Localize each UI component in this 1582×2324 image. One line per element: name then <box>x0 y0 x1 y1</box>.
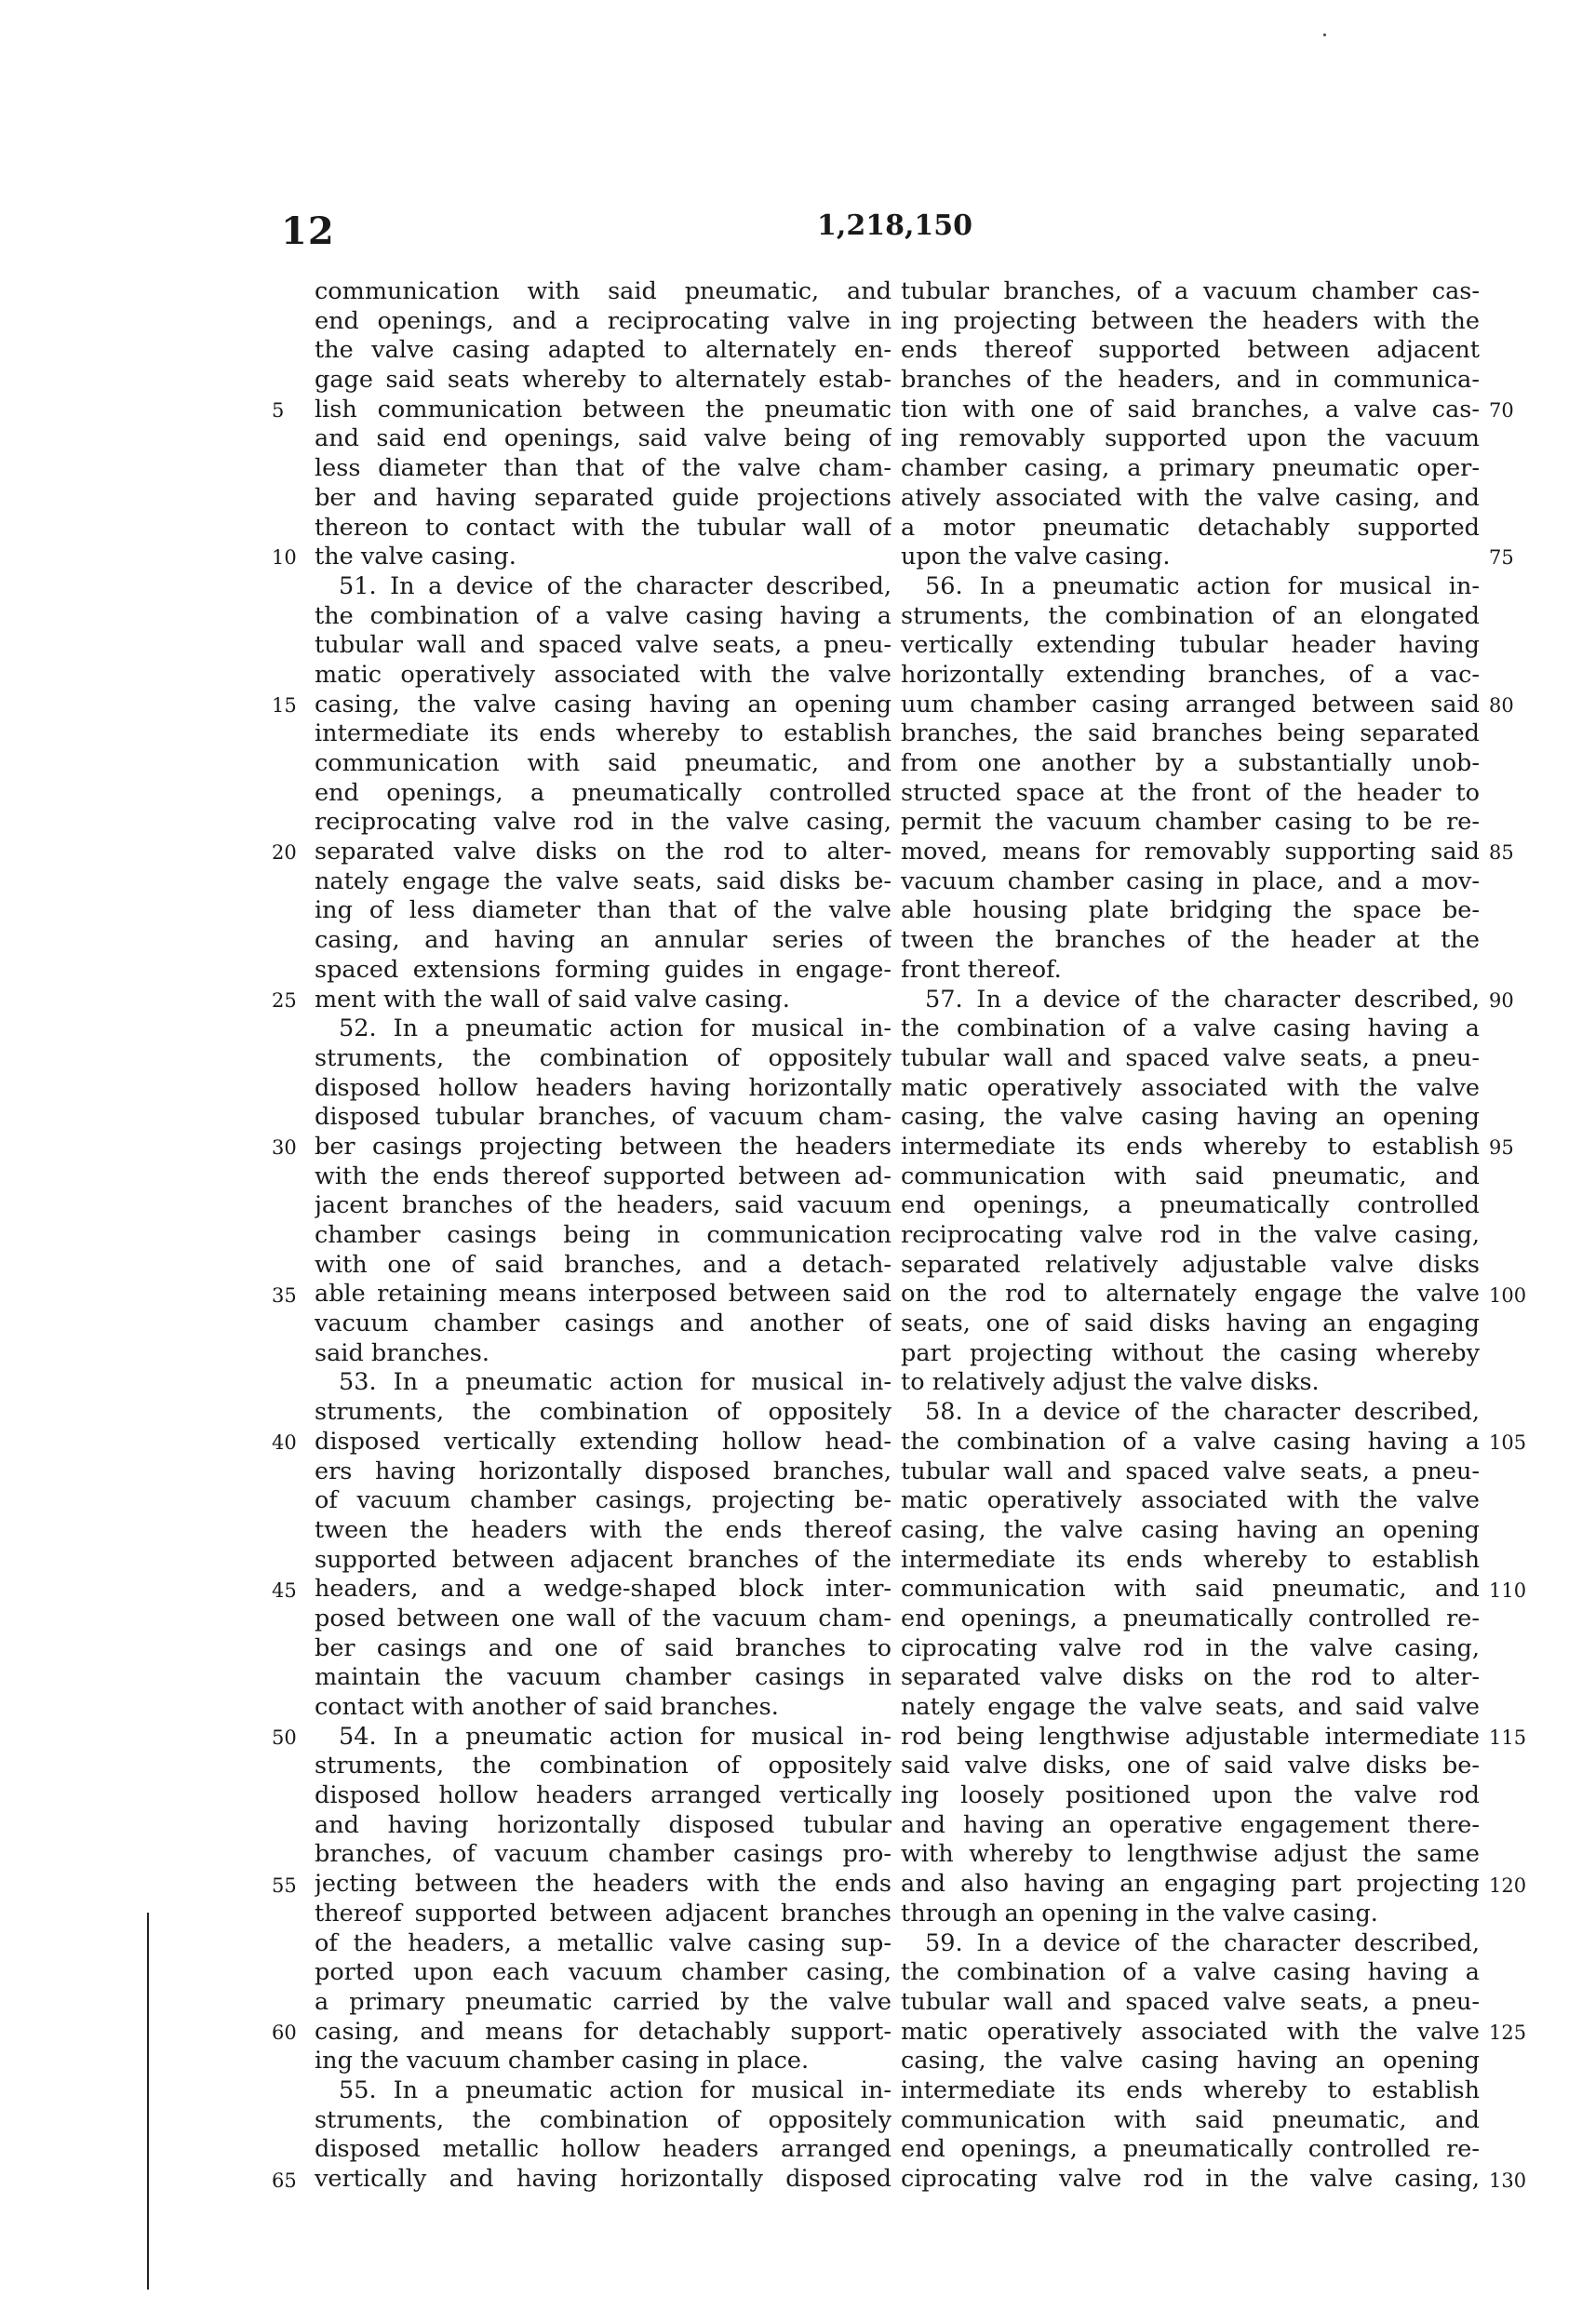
line-number: 90 <box>1489 988 1514 1012</box>
text-line: matic operatively associated with the valve <box>315 660 892 689</box>
text-line: with one of said branches, and a detach- <box>315 1250 892 1279</box>
text-line: branches, the said branches being separated <box>901 719 1480 748</box>
line-number: 95 <box>1489 1136 1514 1160</box>
text-line: said branches. <box>315 1338 490 1367</box>
text-line: vertically extending tubular header having <box>901 631 1480 660</box>
text-line: tubular wall and spaced valve seats, a pneu- <box>901 1043 1480 1072</box>
line-number: 70 <box>1489 398 1514 422</box>
text-line: 53. In a pneumatic action for musical in- <box>339 1368 892 1397</box>
text-line: the valve casing adapted to alternately en- <box>315 336 892 365</box>
line-number: 45 <box>272 1578 297 1602</box>
text-line: intermediate its ends whereby to establish <box>315 719 892 748</box>
text-line: the combination of a valve casing having a <box>315 601 892 630</box>
text-line: of the headers, a metallic valve casing sup- <box>315 1928 892 1957</box>
text-line: casing, the valve casing having an opening <box>901 2047 1480 2075</box>
text-line: struments, the combination of an elongated <box>901 601 1480 630</box>
text-line: ber and having separated guide projections <box>315 483 892 512</box>
text-line: ers having horizontally disposed branches, <box>315 1457 892 1485</box>
text-line: separated valve disks on the rod to alter- <box>901 1663 1480 1692</box>
line-number: 30 <box>272 1136 297 1160</box>
text-line: horizontally extending branches, of a vac- <box>901 660 1480 689</box>
line-number: 110 <box>1489 1578 1527 1602</box>
text-line: struments, the combination of oppositely <box>315 2105 892 2134</box>
text-line: the combination of a valve casing having a <box>901 1427 1480 1456</box>
text-line: ber casings projecting between the headers <box>315 1132 892 1161</box>
text-line: separated valve disks on the rod to alter- <box>315 838 892 866</box>
text-line: maintain the vacuum chamber casings in <box>315 1663 892 1692</box>
text-line: disposed tubular branches, of vacuum cham- <box>315 1103 892 1132</box>
text-line: thereof supported between adjacent branches <box>315 1899 892 1928</box>
text-line: end openings, a pneumatically controlled <box>901 1191 1480 1220</box>
text-line: communication with said pneumatic, and <box>901 1575 1480 1604</box>
text-line: chamber casings being in communication <box>315 1221 892 1249</box>
text-line: separated relatively adjustable valve disks <box>901 1250 1480 1279</box>
line-number: 40 <box>272 1431 297 1455</box>
text-line: and having an operative engagement there- <box>901 1810 1480 1839</box>
text-line: headers, and a wedge-shaped block inter- <box>315 1575 892 1604</box>
line-number: 10 <box>272 546 297 570</box>
line-number: 115 <box>1489 1726 1527 1750</box>
text-line: and said end openings, said valve being of <box>315 424 892 453</box>
text-line: communication with said pneumatic, and <box>901 1162 1480 1190</box>
text-line: 55. In a pneumatic action for musical in- <box>339 2075 892 2104</box>
text-line: end openings, a pneumatically controlled re- <box>901 2135 1480 2164</box>
text-line: disposed hollow headers having horizontally <box>315 1073 892 1102</box>
text-line: struments, the combination of oppositely <box>315 1752 892 1780</box>
line-number: 50 <box>272 1726 297 1750</box>
line-number: 75 <box>1489 546 1514 570</box>
line-number: 35 <box>272 1283 297 1307</box>
text-line: uum chamber casing arranged between said <box>901 690 1480 719</box>
text-line: thereon to contact with the tubular wall of <box>315 513 892 542</box>
text-line: contact with another of said branches. <box>315 1693 779 1721</box>
text-line: communication with said pneumatic, and <box>315 749 892 777</box>
line-number: 15 <box>272 693 297 717</box>
line-number: 105 <box>1489 1431 1527 1455</box>
text-line: posed between one wall of the vacuum cham- <box>315 1604 892 1632</box>
text-line: front thereof. <box>901 955 1062 984</box>
text-line: on the rod to alternately engage the valve <box>901 1280 1480 1309</box>
text-line: able housing plate bridging the space be- <box>901 896 1480 925</box>
text-line: jecting between the headers with the ends <box>315 1870 892 1899</box>
text-line: reciprocating valve rod in the valve casing, <box>901 1221 1480 1249</box>
text-line: a primary pneumatic carried by the valve <box>315 1987 892 2016</box>
scan-speck <box>1323 34 1326 36</box>
text-line: branches, of vacuum chamber casings pro- <box>315 1840 892 1869</box>
text-line: 58. In a device of the character described, <box>925 1398 1480 1427</box>
text-line: and having horizontally disposed tubular <box>315 1810 892 1839</box>
text-line: 59. In a device of the character described, <box>925 1928 1480 1957</box>
text-line: ported upon each vacuum chamber casing, <box>315 1958 892 1987</box>
line-number: 55 <box>272 1874 297 1897</box>
text-line: atively associated with the valve casing, and <box>901 483 1480 512</box>
line-number: 25 <box>272 988 297 1012</box>
line-number: 125 <box>1489 2022 1527 2045</box>
text-line: ing of less diameter than that of the valve <box>315 896 892 925</box>
text-line: casing, the valve casing having an opening <box>901 1103 1480 1132</box>
text-line: branches of the headers, and in communica- <box>901 366 1480 395</box>
text-line: disposed vertically extending hollow head- <box>315 1427 892 1456</box>
text-line: chamber casing, a primary pneumatic oper- <box>901 454 1480 483</box>
line-number: 80 <box>1489 693 1514 717</box>
text-line: spaced extensions forming guides in engage- <box>315 955 892 984</box>
text-line: through an opening in the valve casing. <box>901 1899 1378 1928</box>
text-line: ing loosely positioned upon the valve rod <box>901 1781 1480 1810</box>
line-number: 20 <box>272 841 297 865</box>
text-line: tion with one of said branches, a valve cas- <box>901 395 1480 423</box>
text-line: matic operatively associated with the valve <box>901 2017 1480 2046</box>
text-line: vertically and having horizontally disposed <box>315 2165 892 2193</box>
text-line: end openings, a pneumatically controlled re- <box>901 1604 1480 1632</box>
text-line: ciprocating valve rod in the valve casing, <box>901 2165 1480 2193</box>
text-line: tween the headers with the ends thereof <box>315 1515 892 1544</box>
text-line: vacuum chamber casing in place, and a mov- <box>901 866 1480 895</box>
text-line: the valve casing. <box>315 543 516 571</box>
line-number: 65 <box>272 2169 297 2192</box>
text-line: and also having an engaging part projecting <box>901 1870 1480 1899</box>
text-line: ing the vacuum chamber casing in place. <box>315 2047 810 2075</box>
text-line: 54. In a pneumatic action for musical in- <box>339 1722 892 1751</box>
text-line: moved, means for removably supporting said <box>901 838 1480 866</box>
text-line: ing removably supported upon the vacuum <box>901 424 1480 453</box>
text-line: tubular wall and spaced valve seats, a pneu- <box>901 1457 1480 1485</box>
text-line: with whereby to lengthwise adjust the same <box>901 1840 1480 1869</box>
line-number: 100 <box>1489 1283 1527 1307</box>
line-number: 60 <box>272 2022 297 2045</box>
text-line: vacuum chamber casings and another of <box>315 1310 892 1338</box>
text-line: casing, and having an annular series of <box>315 926 892 955</box>
text-line: ciprocating valve rod in the valve casing, <box>901 1633 1480 1662</box>
text-line: tubular wall and spaced valve seats, a pneu- <box>901 1987 1480 2016</box>
text-line: supported between adjacent branches of the <box>315 1545 892 1574</box>
text-line: ment with the wall of said valve casing. <box>315 985 790 1014</box>
text-line: 57. In a device of the character described, <box>925 985 1480 1014</box>
text-line: 51. In a device of the character described, <box>339 571 892 600</box>
text-line: intermediate its ends whereby to establish <box>901 2075 1480 2104</box>
text-line: from one another by a substantially unob- <box>901 749 1480 777</box>
text-line: casing, the valve casing having an opening <box>315 690 892 719</box>
text-line: said valve disks, one of said valve disks be- <box>901 1752 1480 1780</box>
text-line: ber casings and one of said branches to <box>315 1633 892 1662</box>
text-line: of vacuum chamber casings, projecting be- <box>315 1486 892 1515</box>
text-line: end openings, a pneumatically controlled <box>315 778 892 807</box>
text-line: 56. In a pneumatic action for musical in- <box>925 571 1480 600</box>
text-line: with the ends thereof supported between ad- <box>315 1162 892 1190</box>
text-line: disposed hollow headers arranged vertically <box>315 1781 892 1810</box>
line-number: 130 <box>1489 2169 1527 2192</box>
text-line: intermediate its ends whereby to establish <box>901 1132 1480 1161</box>
text-line: to relatively adjust the valve disks. <box>901 1368 1320 1397</box>
text-line: casing, the valve casing having an opening <box>901 1515 1480 1544</box>
text-line: jacent branches of the headers, said vacuum <box>315 1191 892 1220</box>
text-line: gage said seats whereby to alternately estab- <box>315 366 892 395</box>
text-line: intermediate its ends whereby to establish <box>901 1545 1480 1574</box>
text-line: communication with said pneumatic, and <box>315 277 892 305</box>
text-line: reciprocating valve rod in the valve casing, <box>315 808 892 837</box>
left-text-column <box>315 277 892 2195</box>
text-line: communication with said pneumatic, and <box>901 2105 1480 2134</box>
text-line: matic operatively associated with the valve <box>901 1073 1480 1102</box>
line-number: 120 <box>1489 1874 1527 1897</box>
text-line: struments, the combination of oppositely <box>315 1043 892 1072</box>
text-line: able retaining means interposed between said <box>315 1280 892 1309</box>
page-number: 12 <box>281 209 335 253</box>
text-line: nately engage the valve seats, and said valve <box>901 1693 1480 1721</box>
text-line: nately engage the valve seats, said disks be- <box>315 866 892 895</box>
patent-number: 1,218,150 <box>817 209 973 242</box>
text-line: casing, and means for detachably support- <box>315 2017 892 2046</box>
text-line: tubular branches, of a vacuum chamber cas- <box>901 277 1480 305</box>
text-line: matic operatively associated with the valve <box>901 1486 1480 1515</box>
text-line: lish communication between the pneumatic <box>315 395 892 423</box>
text-line: 52. In a pneumatic action for musical in- <box>339 1014 892 1043</box>
text-line: less diameter than that of the valve cham- <box>315 454 892 483</box>
right-text-column <box>901 277 1480 2195</box>
text-line: ing projecting between the headers with the <box>901 306 1480 335</box>
text-line: struments, the combination of oppositely <box>315 1398 892 1427</box>
text-line: disposed metallic hollow headers arranged <box>315 2135 892 2164</box>
text-line: tubular wall and spaced valve seats, a pneu- <box>315 631 892 660</box>
text-line: end openings, and a reciprocating valve in <box>315 306 892 335</box>
text-line: a motor pneumatic detachably supported <box>901 513 1480 542</box>
text-line: rod being lengthwise adjustable intermediate <box>901 1722 1480 1751</box>
line-number: 5 <box>272 398 285 422</box>
text-line: permit the vacuum chamber casing to be re- <box>901 808 1480 837</box>
text-line: tween the branches of the header at the <box>901 926 1480 955</box>
text-line: the combination of a valve casing having a <box>901 1958 1480 1987</box>
margin-rule <box>147 1913 149 2290</box>
text-line: ends thereof supported between adjacent <box>901 336 1480 365</box>
text-line: the combination of a valve casing having a <box>901 1014 1480 1043</box>
text-line: seats, one of said disks having an engaging <box>901 1310 1480 1338</box>
text-line: part projecting without the casing whereby <box>901 1338 1480 1367</box>
text-line: structed space at the front of the header to <box>901 778 1480 807</box>
line-number: 85 <box>1489 841 1514 865</box>
text-line: upon the valve casing. <box>901 543 1171 571</box>
